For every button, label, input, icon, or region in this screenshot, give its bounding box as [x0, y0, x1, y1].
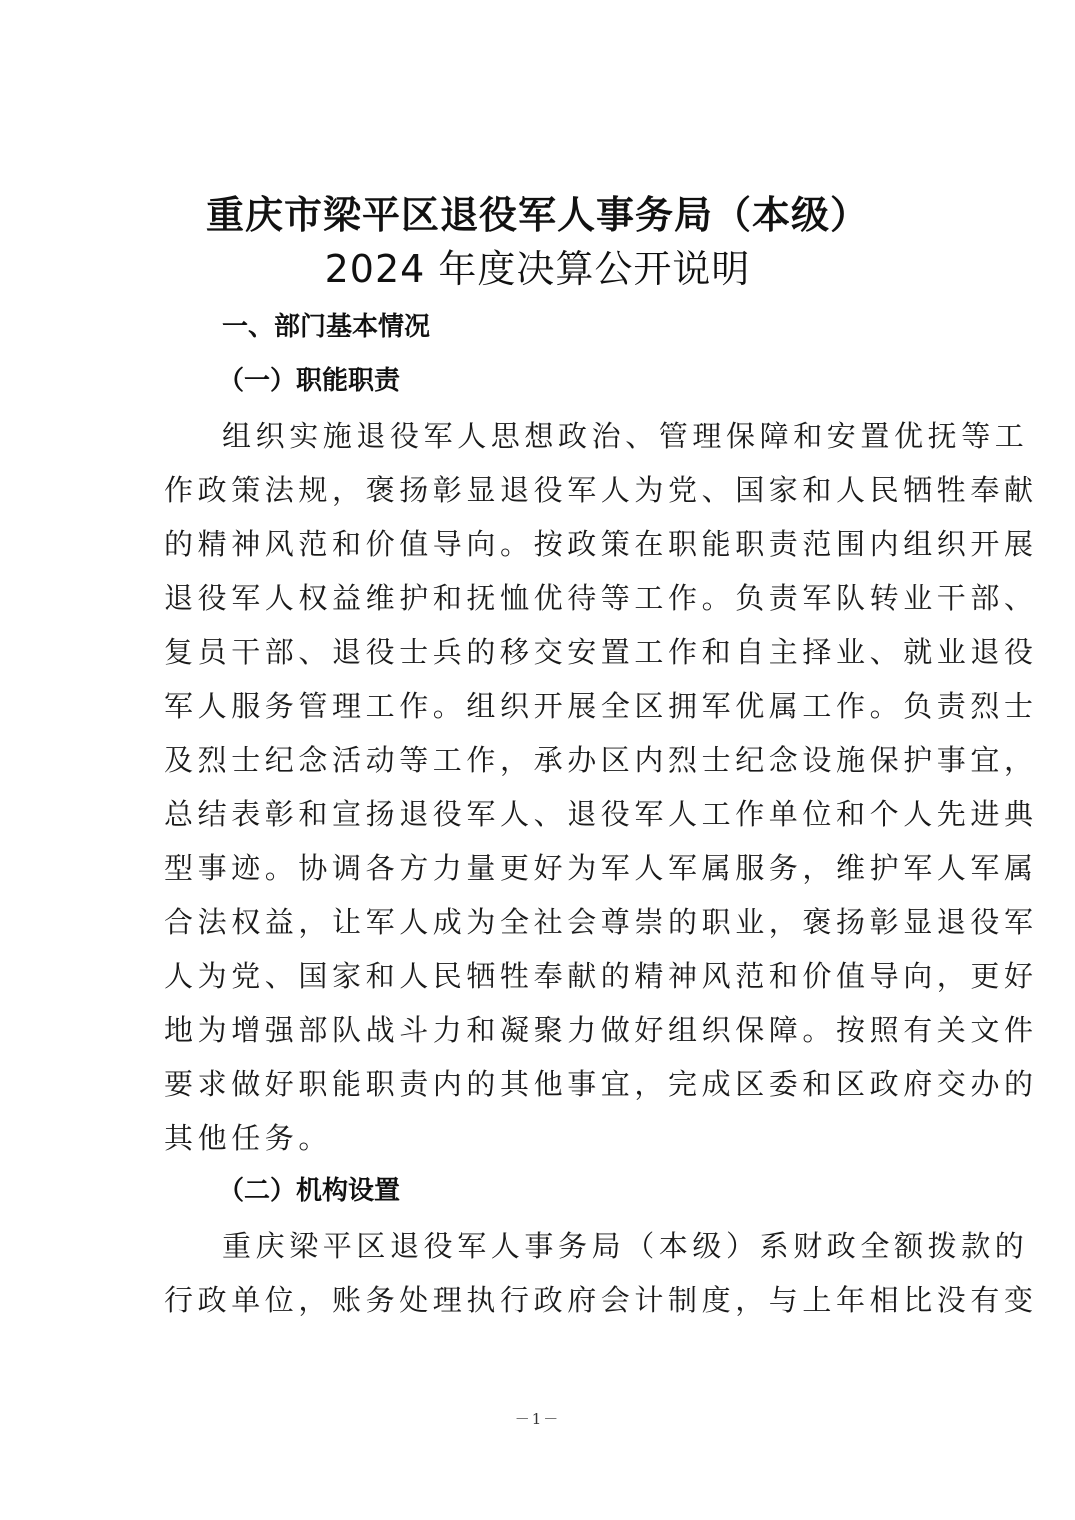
paragraph-line: 地为增强部队战斗力和凝聚力做好组织保障。按照有关文件 [164, 1013, 1038, 1047]
paragraph-line: 军人服务管理工作。组织开展全区拥军优属工作。负责烈士 [164, 689, 1038, 723]
paragraph-line: 退役军人权益维护和抚恤优待等工作。负责军队转业干部、 [164, 581, 1038, 615]
paragraph-line: 其他任务。 [164, 1121, 333, 1155]
paragraph-line: 型事迹。协调各方力量更好为军人军属服务，维护军人军属 [164, 851, 1038, 885]
subsection-heading-organization: （二）机构设置 [218, 1176, 401, 1206]
paragraph-line: 总结表彰和宣扬退役军人、退役军人工作单位和个人先进典 [164, 797, 1038, 831]
paragraph-line: 作政策法规，褒扬彰显退役军人为党、国家和人民牺牲奉献 [164, 473, 1038, 507]
paragraph-line: 复员干部、退役士兵的移交安置工作和自主择业、就业退役 [164, 635, 1038, 669]
paragraph-line: 人为党、国家和人民牺牲奉献的精神风范和价值导向，更好 [164, 959, 1038, 993]
paragraph-line: 行政单位，账务处理执行政府会计制度，与上年相比没有变 [164, 1283, 1038, 1317]
document-title-line-2: 2024 年度决算公开说明 [324, 247, 751, 291]
page-number: －1－ [514, 1410, 561, 1428]
section-heading-basic-info: 一、部门基本情况 [222, 312, 431, 342]
paragraph-line: 重庆梁平区退役军人事务局（本级）系财政全额拨款的 [222, 1229, 1029, 1263]
paragraph-line: 的精神风范和价值导向。按政策在职能职责范围内组织开展 [164, 527, 1038, 561]
document-title-line-1: 重庆市梁平区退役军人事务局（本级） [205, 193, 869, 237]
subsection-heading-functions: （一）职能职责 [218, 366, 401, 396]
paragraph-line: 及烈士纪念活动等工作，承办区内烈士纪念设施保护事宜， [164, 743, 1038, 777]
paragraph-line: 组织实施退役军人思想政治、管理保障和安置优抚等工 [222, 419, 1029, 453]
paragraph-line: 合法权益，让军人成为全社会尊崇的职业，褒扬彰显退役军 [164, 905, 1038, 939]
paragraph-line: 要求做好职能职责内的其他事宜，完成区委和区政府交办的 [164, 1067, 1038, 1101]
